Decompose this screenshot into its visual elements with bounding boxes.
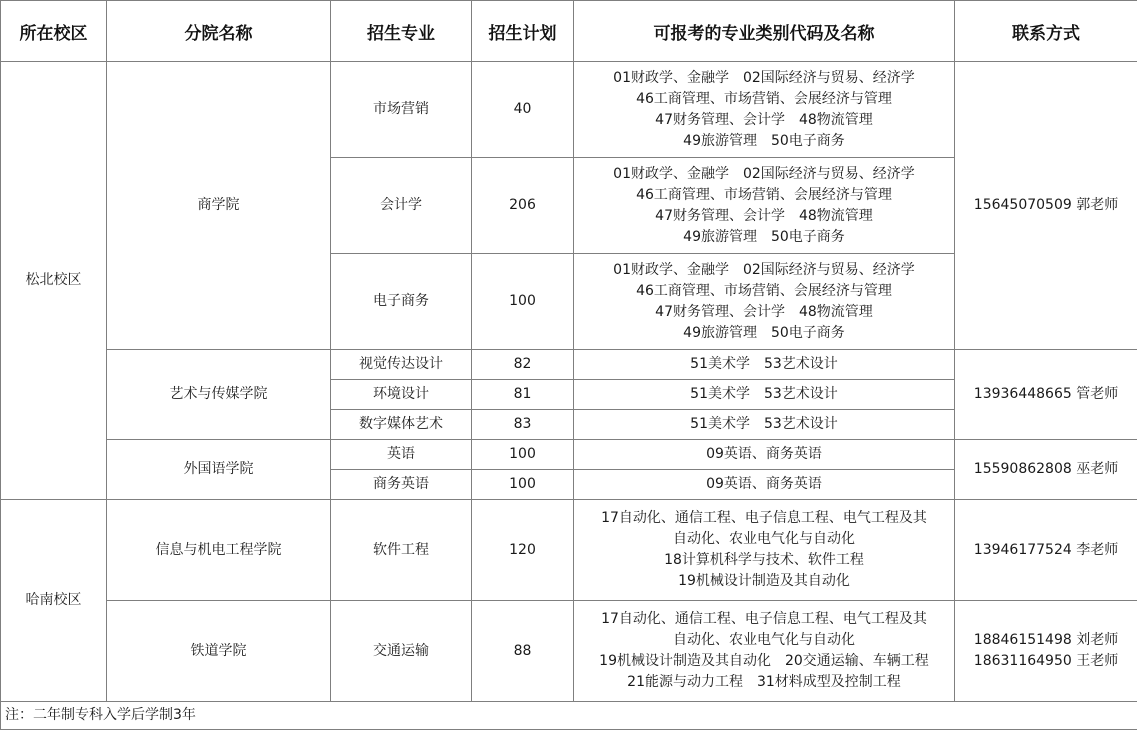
major-cell: 会计学: [331, 158, 472, 254]
major-cell: 市场营销: [331, 62, 472, 158]
requirements-cell: 17自动化、通信工程、电子信息工程、电气工程及其 自动化、农业电气化与自动化 18计算机科学与技术、软件工程 19机械设计制造及其自动化: [574, 500, 955, 601]
requirements-cell: 01财政学、金融学 02国际经济与贸易、经济学 46工商管理、市场营销、会展经济与管理 47财务管理、会计学 48物流管理 49旅游管理 50电子商务: [574, 62, 955, 158]
header-plan: 招生计划: [472, 1, 574, 62]
table-row: [1, 500, 1137, 601]
table-row: [1, 601, 1137, 702]
requirements-cell: 51美术学 53艺术设计: [574, 350, 955, 380]
major-cell: 交通运输: [331, 601, 472, 702]
table-row: [1, 440, 1137, 470]
plan-cell: 82: [472, 350, 574, 380]
requirements-cell: 09英语、商务英语: [574, 470, 955, 500]
header-contact: 联系方式: [955, 1, 1137, 62]
header-college: 分院名称: [107, 1, 331, 62]
footnote: 注：二年制专科入学后学制3年: [1, 702, 1137, 730]
requirements-cell: 51美术学 53艺术设计: [574, 380, 955, 410]
campus-cell: 松北校区: [1, 62, 107, 500]
plan-cell: 120: [472, 500, 574, 601]
college-cell: 信息与机电工程学院: [107, 500, 331, 601]
requirements-cell: 01财政学、金融学 02国际经济与贸易、经济学 46工商管理、市场营销、会展经济与管理 47财务管理、会计学 48物流管理 49旅游管理 50电子商务: [574, 254, 955, 350]
requirements-cell: 51美术学 53艺术设计: [574, 410, 955, 440]
plan-cell: 206: [472, 158, 574, 254]
contact-cell: 15645070509 郭老师: [955, 62, 1137, 350]
note-row: [1, 702, 1137, 730]
major-cell: 数字媒体艺术: [331, 410, 472, 440]
table-row: [1, 62, 1137, 158]
table-row: [1, 350, 1137, 380]
plan-cell: 100: [472, 254, 574, 350]
contact-cell: 13946177524 李老师: [955, 500, 1137, 601]
major-cell: 电子商务: [331, 254, 472, 350]
contact-cell: 15590862808 巫老师: [955, 440, 1137, 500]
college-cell: 艺术与传媒学院: [107, 350, 331, 440]
header-campus: 所在校区: [1, 1, 107, 62]
campus-cell: 哈南校区: [1, 500, 107, 702]
plan-cell: 100: [472, 470, 574, 500]
major-cell: 英语: [331, 440, 472, 470]
major-cell: 视觉传达设计: [331, 350, 472, 380]
plan-cell: 100: [472, 440, 574, 470]
major-cell: 环境设计: [331, 380, 472, 410]
college-cell: 铁道学院: [107, 601, 331, 702]
plan-cell: 81: [472, 380, 574, 410]
plan-cell: 83: [472, 410, 574, 440]
header-row: [1, 1, 1137, 62]
plan-cell: 40: [472, 62, 574, 158]
requirements-cell: 01财政学、金融学 02国际经济与贸易、经济学 46工商管理、市场营销、会展经济与管理 47财务管理、会计学 48物流管理 49旅游管理 50电子商务: [574, 158, 955, 254]
contact-cell: 18846151498 刘老师 18631164950 王老师: [955, 601, 1137, 702]
contact-cell: 13936448665 管老师: [955, 350, 1137, 440]
major-cell: 商务英语: [331, 470, 472, 500]
major-cell: 软件工程: [331, 500, 472, 601]
college-cell: 商学院: [107, 62, 331, 350]
plan-cell: 88: [472, 601, 574, 702]
header-major: 招生专业: [331, 1, 472, 62]
requirements-cell: 17自动化、通信工程、电子信息工程、电气工程及其 自动化、农业电气化与自动化 19机械设计制造及其自动化 20交通运输、车辆工程 21能源与动力工程 31材料成型及控制工程: [574, 601, 955, 702]
requirements-cell: 09英语、商务英语: [574, 440, 955, 470]
college-cell: 外国语学院: [107, 440, 331, 500]
header-requirements: 可报考的专业类别代码及名称: [574, 1, 955, 62]
